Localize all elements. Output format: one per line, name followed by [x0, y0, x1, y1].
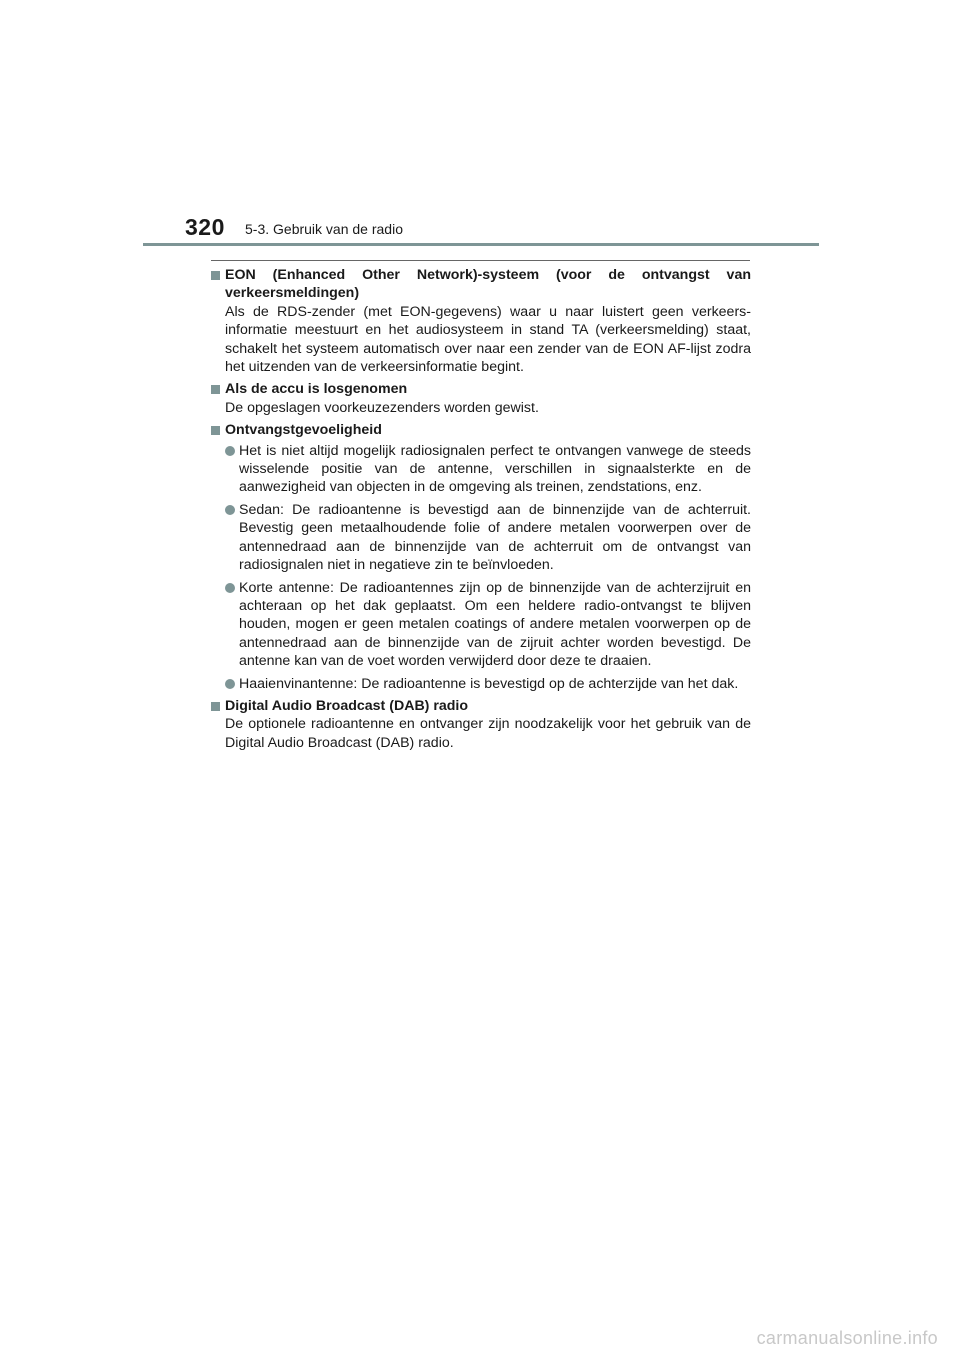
round-bullet-icon: [225, 446, 235, 456]
list-item-text: Sedan: De radioantenne is bevestigd aan de binnenzijde van de achterruit. Bevestig geen metaalhoudende folie of andere metalen voorwerpen over de antennedraad aan de binnenzijde van de achterruit om de ontvangst van radiosignalen niet in negatieve zin te beïnvloeden.: [239, 501, 751, 574]
section-heading-text: Ontvangstgevoeligheid: [225, 422, 382, 439]
list-item: [211, 501, 751, 575]
section-heading: [211, 380, 751, 398]
section-body: De optionele radioantenne en ontvanger zijn noodzakelijk voor het gebruik van de Digital Audio Broadcast (DAB) radio.: [225, 716, 751, 751]
section-body: De opgeslagen voorkeuzezenders worden gewist.: [225, 399, 539, 416]
section-heading: [211, 266, 751, 303]
section-divider: [211, 260, 750, 261]
list-item-text: Haaienvinantenne: De radioantenne is bevestigd op de achterzijde van het dak.: [239, 675, 739, 692]
section-heading-text: EON (Enhanced Other Network)-systeem (voor de ontvangst van verkeersmeldingen): [225, 267, 751, 302]
round-bullet-icon: [225, 679, 235, 689]
round-bullet-icon: [225, 505, 235, 515]
page-number: 320: [185, 214, 225, 240]
section-heading: [211, 697, 751, 715]
main-content: [211, 266, 751, 756]
section-body: Als de RDS-zender (met EON-gegevens) waar u naar luistert geen verkeersinformatie meestuurt en het audiosysteem in stand TA (verkeersmelding) staat, schakelt het systeem automatisch over naar een zender van de EON AF-lijst zodra het uitzenden van de verkeersinformatie begint.: [225, 303, 751, 376]
watermark: carmanualsonline.info: [756, 1328, 938, 1348]
list-item-text: Korte antenne: De radioantennes zijn op de binnenzijde van de achterzijruit en achteraan op het dak geplaatst. Om een heldere radio-ontvangst te blijven houden, mogen er geen metalen coatings of andere metalen voorwerpen op de antennedraad aan de binnenzijde van de zijruit achter worden bevestigd. De antenne kan van de voet worden verwijderd door deze te draaien.: [239, 579, 751, 670]
square-bullet-icon: [211, 271, 220, 280]
square-bullet-icon: [211, 702, 220, 711]
section-heading-text: Digital Audio Broadcast (DAB) radio: [225, 697, 469, 714]
square-bullet-icon: [211, 426, 220, 435]
section-eon: [211, 266, 751, 376]
round-bullet-icon: [225, 583, 235, 593]
section-title: 5-3. Gebruik van de radio: [245, 221, 403, 237]
section-heading-text: Als de accu is losgenomen: [225, 381, 408, 398]
list-item: [211, 579, 751, 671]
section-battery: [211, 380, 751, 417]
section-heading: [211, 421, 751, 439]
section-dab: [211, 697, 751, 752]
list-item-text: Het is niet altijd mogelijk radiosignalen perfect te ontvangen vanwege de steeds wisselende positie van de antenne, verschillen in signaalsterkte en de aanwezigheid van objecten in de omgeving als treinen, zendstations, enz.: [239, 442, 751, 496]
list-item: [211, 675, 751, 693]
header-rule: [143, 243, 819, 246]
page-header: [185, 214, 725, 254]
section-reception: [211, 421, 751, 693]
square-bullet-icon: [211, 385, 220, 394]
list-item: [211, 442, 751, 497]
